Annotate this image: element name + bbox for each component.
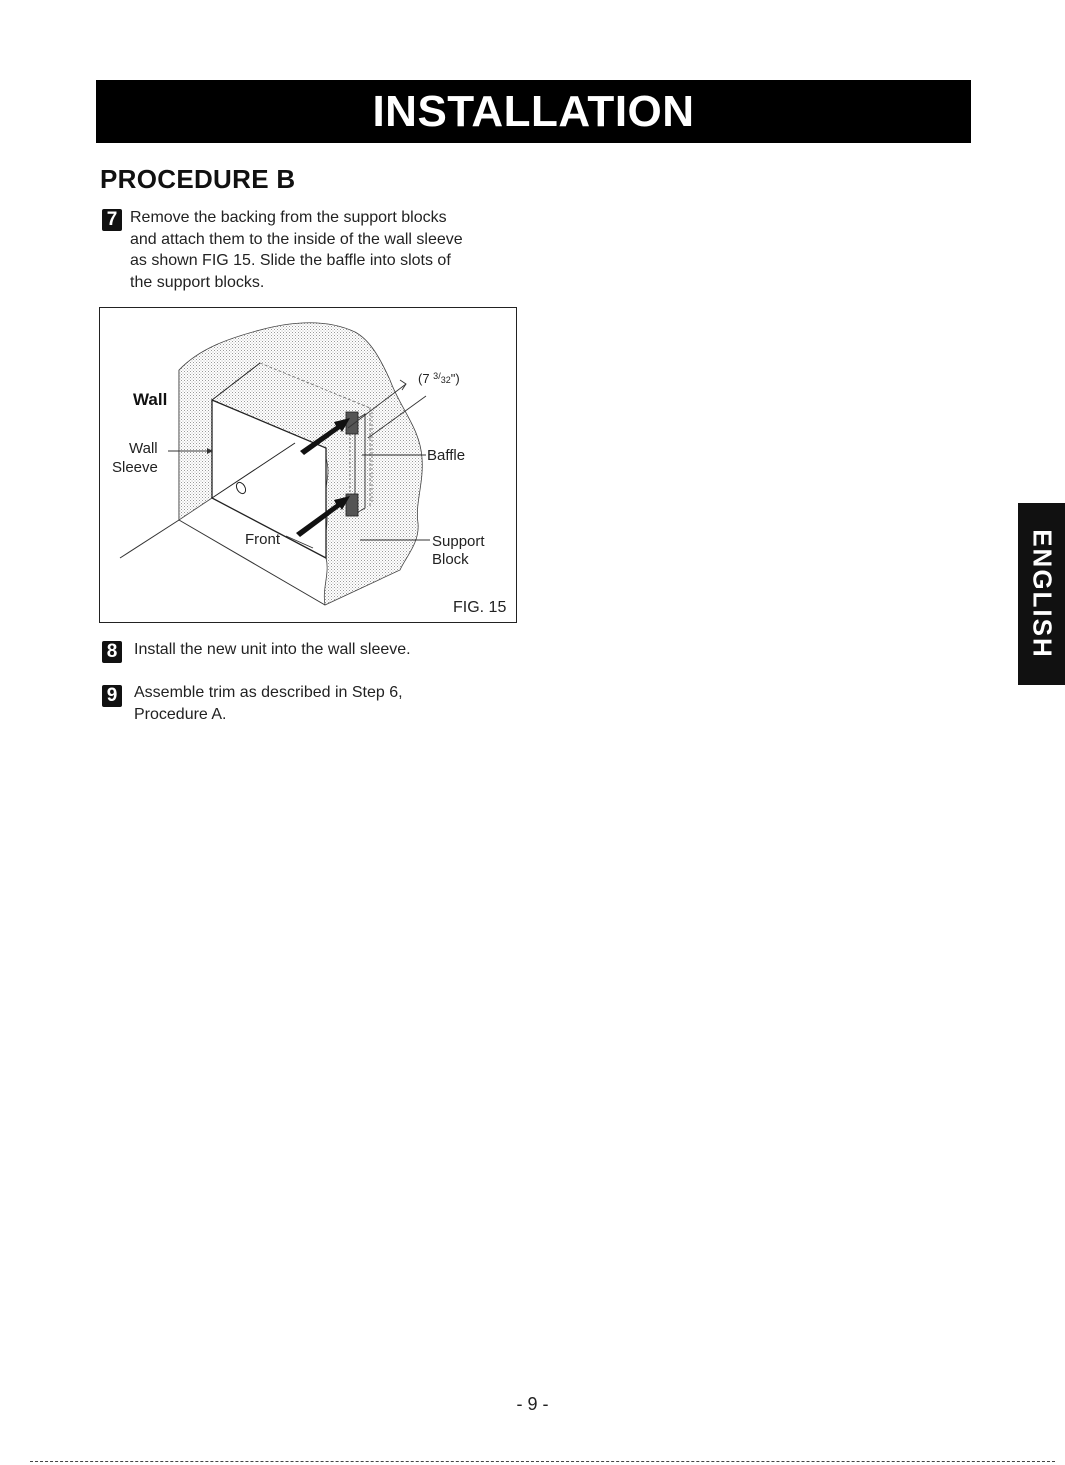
page-number: - 9 -	[516, 1394, 549, 1414]
label-baffle: Baffle	[427, 447, 466, 464]
step-7-text	[130, 207, 520, 293]
step-8-text	[134, 639, 514, 661]
figure-caption: FIG. 15	[453, 599, 507, 616]
language-side-tab-label: ENGLISH	[1027, 529, 1057, 659]
section-title: PROCEDURE B	[100, 164, 296, 194]
step-9-line-1: Assemble trim as described in Step 6,	[134, 684, 403, 701]
label-wall-sleeve-line1: Wall	[129, 440, 158, 457]
step-8-line-1: Install the new unit into the wall sleeve.	[134, 641, 411, 658]
figure-15-diagram	[100, 308, 517, 623]
label-dimension: (7 $^3/_{32}$")	[418, 371, 460, 386]
step-9-text	[134, 682, 514, 725]
label-support-line1: Support	[432, 533, 485, 550]
page-header-banner: INSTALLATION	[96, 80, 971, 143]
figure-15	[99, 307, 517, 623]
bottom-rule	[30, 1461, 1055, 1462]
step-7-line-3: as shown FIG 15. Slide the baffle into slots of	[130, 252, 451, 269]
step-8-badge: 8	[102, 641, 122, 663]
step-7-line-4: the support blocks.	[130, 273, 265, 291]
label-front: Front	[245, 531, 281, 548]
label-wall: Wall	[133, 390, 168, 409]
step-9-badge: 9	[102, 685, 122, 707]
step-7-badge: 7	[102, 209, 122, 231]
step-9-line-2: Procedure A.	[134, 705, 227, 723]
label-support-line2: Block	[432, 551, 469, 568]
step-7-line-1: Remove the backing from the support blocks	[130, 209, 447, 226]
step-7-line-2: and attach them to the inside of the wall sleeve	[130, 230, 463, 248]
label-wall-sleeve-line2: Sleeve	[112, 459, 158, 476]
language-side-tab	[1018, 503, 1065, 685]
